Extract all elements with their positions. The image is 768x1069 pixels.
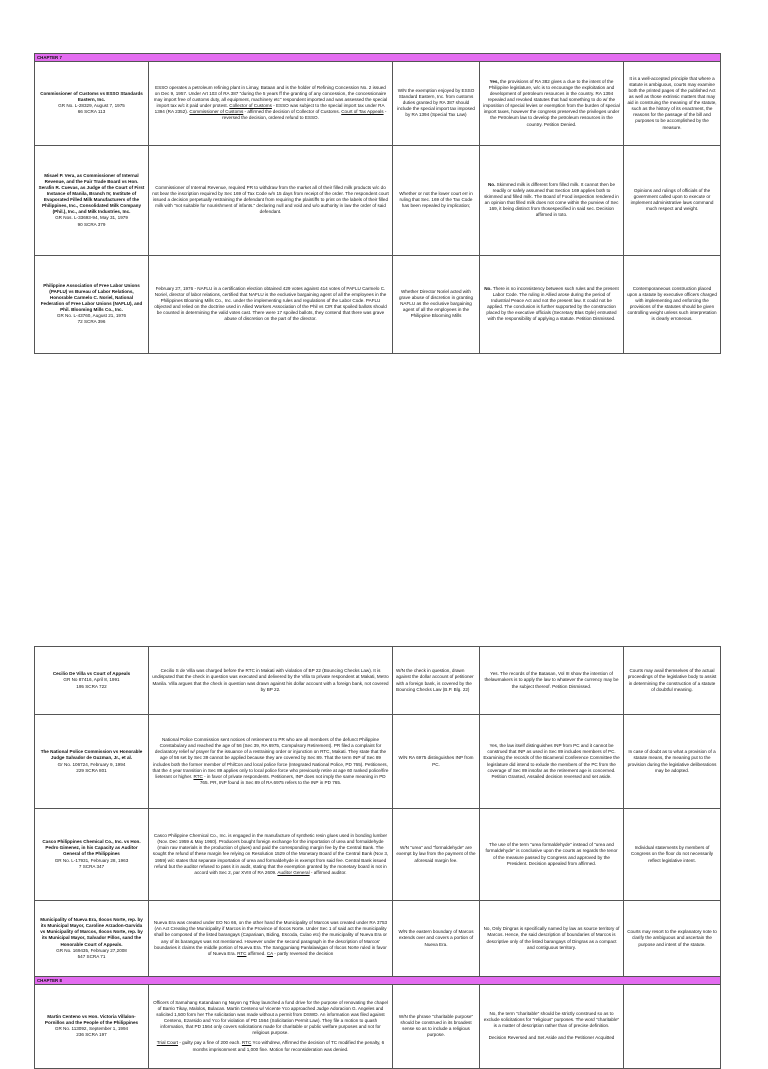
table-row [35, 647, 721, 715]
held-text: the provisions of RA 382 gives a clue to the intent of the Philippine legislature, w/c is to encourage the exploitation and development of petroleum resources in the country. RA 1394 repealed and revoked statutes that had something to do w/ the imposition of special levies or exemption from the burden of special import taxes, however the congress preserved the privileges under the Petroleum law to develop the petroleum resources in the country. Petition Denied. [483, 79, 620, 127]
facts-cell: Cecilio S de Villa was charged before the RTC in Makati with violation of BP 22 (Bouncing Checks Law). It is undisputed that the check in question was executed and delivered by the Villa to private respondent at Makati, Metro Manila. Villa argues that the check in question was drawn against his dollar account with a foreign bank, not covered by BP 22. [149, 647, 393, 715]
held-cell: Yes. The records of the Batasan, Vol III show the intention of thelawmakers is to apply the law to whatever the currency may be the subject thereof. Petition Dismissed. [480, 647, 624, 715]
court-label: Auditor General [277, 869, 310, 875]
case-title-cell [35, 61, 149, 145]
facts-cell [149, 901, 393, 977]
held-cell: No, Only Dingras is specifically named by law as source territory of Marcos. Hence, the said description of boundaries of Marcos is descriptive only of the listed barangays of Dingras as a compact and contiguous territory. [480, 901, 624, 977]
case-citation: GR No 87416, April 8, 1991 [63, 677, 120, 683]
facts-text: - affirmed the decision of Collector of Customs. [244, 109, 340, 115]
held-text: There is no inconsistency between such rules and the present Labor Code. The ruling in Allied arose during the period of Industrial Peace Act and not the present law. It could not be applied. The conclusion is further supported by the construction placed by the executive officials (Secretary Blas Ople) entrusted with the responsibility of applying a statute. Petition Dismissed. [486, 286, 619, 322]
court-label: Commissioner of Customs [189, 109, 244, 115]
issue-cell: Whether or not the lower court err in ruling that Sec. 169 of the Tax Code has been repealed by implication; [393, 145, 480, 255]
case-table-chapter-7 [34, 53, 721, 354]
facts-text: - in favor of private respondents. Petitioners, INP does not imply the same meaning in PD 765. PR, INP found in Sec 89 of RA 6975 refers to the INP in PD 765. [199, 773, 386, 785]
held-answer: No. [487, 182, 496, 188]
case-citation: 547 SCRA 71 [77, 953, 106, 959]
case-title-cell [35, 715, 149, 809]
court-label: Trial Court [156, 1040, 179, 1046]
doctrine-cell: It is a well-accepted principle that where a statute is ambiguous, courts may examine both the printed pages of the published Act as well as those extrinsic matters that may aid in construing the meaning of the statute, such as the history of its enactment, the reasons for the passage of the bill and purposes to be accomplished by the measure. [624, 61, 721, 145]
case-title-cell [35, 255, 149, 353]
facts-cell: Commissioner of Internal Revenue, required PR to withdraw from the market all of their filled milk products w/c do not bear the inscription required by Sec 169 of Tax Code w/n 15 days from receipt of the order. The respondent court issued a decision perpetually restraining the defendant from requiring the plaintiffs to print on the labels of their filled milk with "not suitable for nourishment of infants." declaring null and void and w/o authority in law the order of said defendant. [149, 145, 393, 255]
facts-text: - guilty pay a fine of 200 each. [179, 1040, 241, 1046]
case-citation: 195 SCRA 722 [76, 683, 107, 689]
issue-cell: W/N "urea" and "formaldehyde" are exempt by law from the payment of the aforesaid margin fee. [393, 809, 480, 901]
issue-cell: W/N the check in question, drawn against the dollar account of petitioner with a foreign bank, is covered by the Bouncing Checks Law (B.P. Blg. 22) [393, 647, 480, 715]
case-name: Municipality of Nueva Era, Ilocos Norte, rep. by its Municipal Mayor, Caroline Arzadon-Garvida vs Municipality of Marcos, Ilocos Norte, rep. by its Municipal Mayor, Salvador Pillos, sand the Honorable Court of Appeals. [40, 917, 143, 947]
court-label: CA [266, 950, 273, 956]
case-citation: GR No. L-43760, August 21, 1976 [56, 313, 127, 319]
held-cell [480, 145, 624, 255]
case-citation: 7 SCRA 347 [78, 863, 105, 869]
doctrine-cell: Courts may resort to the explanatory note to clarify the ambiguous and ascertain the purpose and intent of the statute. [624, 901, 721, 977]
facts-cell [149, 61, 393, 145]
facts-text: Officers of Samahang Katandaan ng Nayon ng Tikay launched a fund drive for the purpose of renovating the chapel of Barrio Tikay, Malolos, Bulacan. Martin Centeno w/ Vicente Yco approached Judge Adoracion G. Angeles and solicited 1,500 form her The solicitation was made without a permit from DSWD. An information was filed against Centeno, Ezarsido and Yco for violation of PD 1564 (Solicitation Permit Law). They file a motion to quash information, that PD 1564 only covers solicitations made for charitable or public welfare purposes and not for religious purpose. [153, 1000, 388, 1036]
doctrine-cell: Individual statements by members of Congress on the floor do not necessarily reflect legislative intent. [624, 809, 721, 901]
case-title-cell [35, 984, 149, 1068]
doctrine-cell: In case of doubt as to what a provision of a statute means, the meaning put to the provision during the legislative deliberations may be adopted. [624, 715, 721, 809]
facts-text: - affirmed auditor. [310, 869, 347, 875]
court-label: Court of Tax Appeals [341, 109, 384, 115]
facts-cell: February 27, 1976 - NAFLU in a certification election obtained 429 votes against 414 votes of PAFLU Carmelo C. Noriel, director of labor relations, certified that NAFLU is the exclusive bargaining agent of all the employees in the Philippines Blooming Mills Co., Inc. under the implementing rules and regulations of the Labor Code. PAFLU objected and relied on the doctrine used in Allied Workers Association of the Phil vs CIR that spoiled ballots should be counted in determining the valid votes cast. There were 17 spoiled ballots, they contend that there was grave abuse of discretion on the part of the director. [149, 255, 393, 353]
held-answer: No. [484, 286, 492, 292]
case-title-cell [35, 647, 149, 715]
facts-text: affirmed. [247, 950, 266, 956]
case-name: Martin Centeno vs Hon. Victoria Villalon-Pornillos and the People of the Philippines [44, 1014, 139, 1026]
case-citation: 236 SCRA 197 [76, 1032, 107, 1038]
facts-outcome [152, 1040, 389, 1052]
case-name: Casco Philippines Chemical Co., Inc. vs Hon. Pedro Gimenez, in his Capacity as Auditor General of the Philippines [42, 839, 141, 857]
issue-cell: Whether Director Noriel acted with grave abuse of discretion in granting NAFLU as the exclusive bargaining agent of all the employees in the Philippine Blooming Mills [393, 255, 480, 353]
held-cell [480, 984, 624, 1068]
case-name: Misael P. Vera, as Commissioner of Internal Revenue, and the Fair Trade Board vs Hon. Serafin R. Cuevas, as Judge of the Court of First Instance of Manila, Branch IV, Institute of Evaporated Filled Milk Manufacturers of the Philippines, Inc., Consolidated Milk Company (Phil.), Inc., and Milk Industries, Inc. [38, 173, 145, 215]
case-citation: GR No. L-17931, February 28, 1963 [54, 857, 129, 863]
court-label: RTC [241, 1040, 252, 1046]
case-title-cell [35, 145, 149, 255]
held-cell [480, 61, 624, 145]
facts-text: - reversed the decision, ordered refund to ESSO. [222, 109, 387, 121]
case-citation: 66 SCRA 113 [77, 109, 106, 115]
table-row [35, 145, 721, 255]
held-cell: The use of the term "urea formaldehyde" instead of "urea and formaldehyde" is conclusive upon the courts as regards the tenor of the measure passed by Congress and approved by the President. Decision appealed from affirmed. [480, 809, 624, 901]
table-row [35, 255, 721, 353]
held-text: No, the term "charitable" should be strictly construed so as to exclude solicitations for "religious" purposes. The word "charitable" is a matter of description rather than of precise definition. [483, 1011, 620, 1029]
facts-text: - ESSO was subject to the special import tax under RA 1394 (RA 2352). [154, 103, 385, 115]
table-row [35, 984, 721, 1068]
case-citation: GR No. 169435, February 27,2008 [56, 947, 127, 953]
facts-text: Casco Philippine Chemical Co., Inc. is engaged in the manufacture of synthetic resin glues used in bonding lumber (Nov. Dec 1959 & May 1960). Producers bought foreign exchange for the importation of urea and formaldehyde (main raw materials in the production of glues) and paid the corresponding margin fee by the Central Bank. The sought the refund of these margin fee relying on Resolution 1529 of the Monetary Board of the Central Bank (Nov 3, 1959) w/c states that separate importation of urea and formaldehyde is exempt from said fee. Central Bank issued refund but the auditor refused to pass it in audit, stating that the exemption granted by the monetary board is not in accord with Sec 2, par XVIII of RA 2609. [152, 833, 389, 875]
case-name: Philippine Association of Free Labor Unions (PAFLU) vs Bureau of Labor Relations, Honorable Carmelo C. Noriel, National Federation of Free Labor Unions (NAFLU), and Phil. Blooming Mills Co., Inc. [40, 283, 143, 313]
doctrine-cell: Contemporaneous construction placed upon a statute by executive officers charged with implementing and enforcing the provisions of the statutes should be given controlling weight unless such interpretation is clearly erroneous. [624, 255, 721, 353]
facts-cell [149, 984, 393, 1068]
doctrine-cell: Opinions and rulings of officials of the government called upon to execute or implement administrative laws command much respect and weight. [624, 145, 721, 255]
case-title-cell [35, 809, 149, 901]
case-name: Cecilio De Villa vs Court of Appeals [52, 671, 131, 677]
table-row [35, 715, 721, 809]
case-citation: 72 SCRA 396 [77, 319, 106, 325]
doctrine-cell: Courts may avail themselves of the actual proceedings of the legislative body to assist in determining the construction of a statute of doubtful meaning. [624, 647, 721, 715]
case-citation: Gr No. 106724, February 9, 1994 [57, 761, 126, 767]
case-citation: GR Nos. L-33693-94, May 31, 1979 [55, 215, 128, 221]
table-row [35, 901, 721, 977]
facts-cell [149, 809, 393, 901]
facts-text: ESSO operates a petroleum refining plant in Limay, Bataan and is the holder of Refining Concession No. 2 issued on Dec 9, 1957. Under Art 103 of RA 387 "during the 5 years ff the granting of any concession, the concessionaire may import free of customs duty, all equipment, machinery etc" respondent imported and was assessed the special import tax w/c it paid under protest. [153, 85, 388, 109]
issue-cell: W/N the exemption enjoyed by ESSO Standard Eastern, Inc. from customs duties granted by RA 387 should include the special import tax imposed by RA 1394 (Special Tax Law) [393, 61, 480, 145]
case-citation: GR No. 113092, September 1, 1994 [54, 1026, 129, 1032]
facts-text: - partly reversed the decision [274, 950, 334, 956]
held-answer: Yes, [489, 79, 499, 85]
facts-text: Nueva Era was created under EO No 66, on the other hand the Municipality of Marcos was created under RA 3753 (An Act Creating the Municipality if Marcos in the Province of Ilocos Norte. Under Sec 1 of said act the municipality shall be composed of the listed barangays (Capariaan, Biding, Escoda, Culao etc) the municipality of Nueva Era or any of its barangays was not mentioned. However under the second paragraph in the description of Marcos' boundaries it claims the middle portion of Nueva Era. The Sangguniang Panlalawigan of Ilocos Norte ruled in favor of Nueva Era. [153, 920, 388, 956]
table-row [35, 809, 721, 901]
case-citation: 229 SCRA 801 [76, 767, 107, 773]
court-label: RTC [237, 950, 247, 956]
court-label: Collector of Customs [229, 103, 272, 109]
doctrine-cell [624, 984, 721, 1068]
issue-cell: W/N the phrase "charitable purpose" should be construed in its broadest sense so as to include a religious purpose. [393, 984, 480, 1068]
table-row [35, 61, 721, 145]
case-table-continued [34, 646, 721, 1069]
case-citation: GR No. L-28329, August 7, 1975 [58, 103, 125, 109]
case-title-cell [35, 901, 149, 977]
court-label: RTC [193, 773, 203, 779]
facts-cell [149, 715, 393, 809]
facts-text: Yco withdrew, Affirmed the decision of TC modified the penalty, 6 months imprisonment and 1,000 fine. Motion for reconsideration was denied. [192, 1040, 385, 1052]
held-text: Skimmed milk is different form filled milk. It cannot then be readily or safely assumed that Section 169 applies both to skimmed and filled milk. The Board of Food inspection rendered in an opinion that filled milk does not come within the purview of Sec 169, it being distinct from thosespecified in said sec. Decision affirmed in toto. [484, 182, 619, 218]
issue-cell: W/N RA 6975 distinguishes INP from PC. [393, 715, 480, 809]
facts-text: National Police Commission sent notices of retirement to PR who are all members of the defunct Philippine Constabulary and reached the age of 56 (Sec 39, RA 6975, Compulsory Retirement). PR filed a complaint for declaratory relief w/ prayer for the issuance of a restraining order or injunction on RTC, Makati. They state that the age of 56 set by Sec 39 cannot be applied because they are covered by Sec 89. That the term INP of Sec 89 includes both the former member of PhilCon and local police force (Integrated National Police, PD 765). Petitioners, that the 4 year transition in Sec 89 applies only to local police force who previously retire at age 60 ranked police/fire lieterant or higher. [152, 737, 389, 779]
chapter-header: CHAPTER 8 [35, 977, 721, 985]
issue-cell: W/N the eastern boundary of Marcos extends over and covers a portion of Nueva Era. [393, 901, 480, 977]
chapter-header: CHAPTER 7 [35, 54, 721, 62]
case-name: The National Police Commission vs Honorable Judge Salvador de Guzman, Jr., et al. [40, 749, 143, 761]
case-name: Commissioner of Customs vs ESSO Standards Eastern, Inc. [40, 91, 143, 103]
held-text: Decision Reversed and Set Aside and the Petitioner Acquitted [488, 1035, 615, 1041]
held-cell: Yes, the law itself distinguishes INP from PC and it cannot be construed that INP as used in Sec 89 includes members of PC. Examining the records of the Bicameral Conference Committee the legislature did intend to exlude the members of the PC from the coverage of Sec 89 insofar as the retirement age is concerned. Petition Granted, Assailed decision reversed and set aside. [480, 715, 624, 809]
held-cell [480, 255, 624, 353]
case-citation: 90 SCRA 379 [77, 221, 106, 227]
